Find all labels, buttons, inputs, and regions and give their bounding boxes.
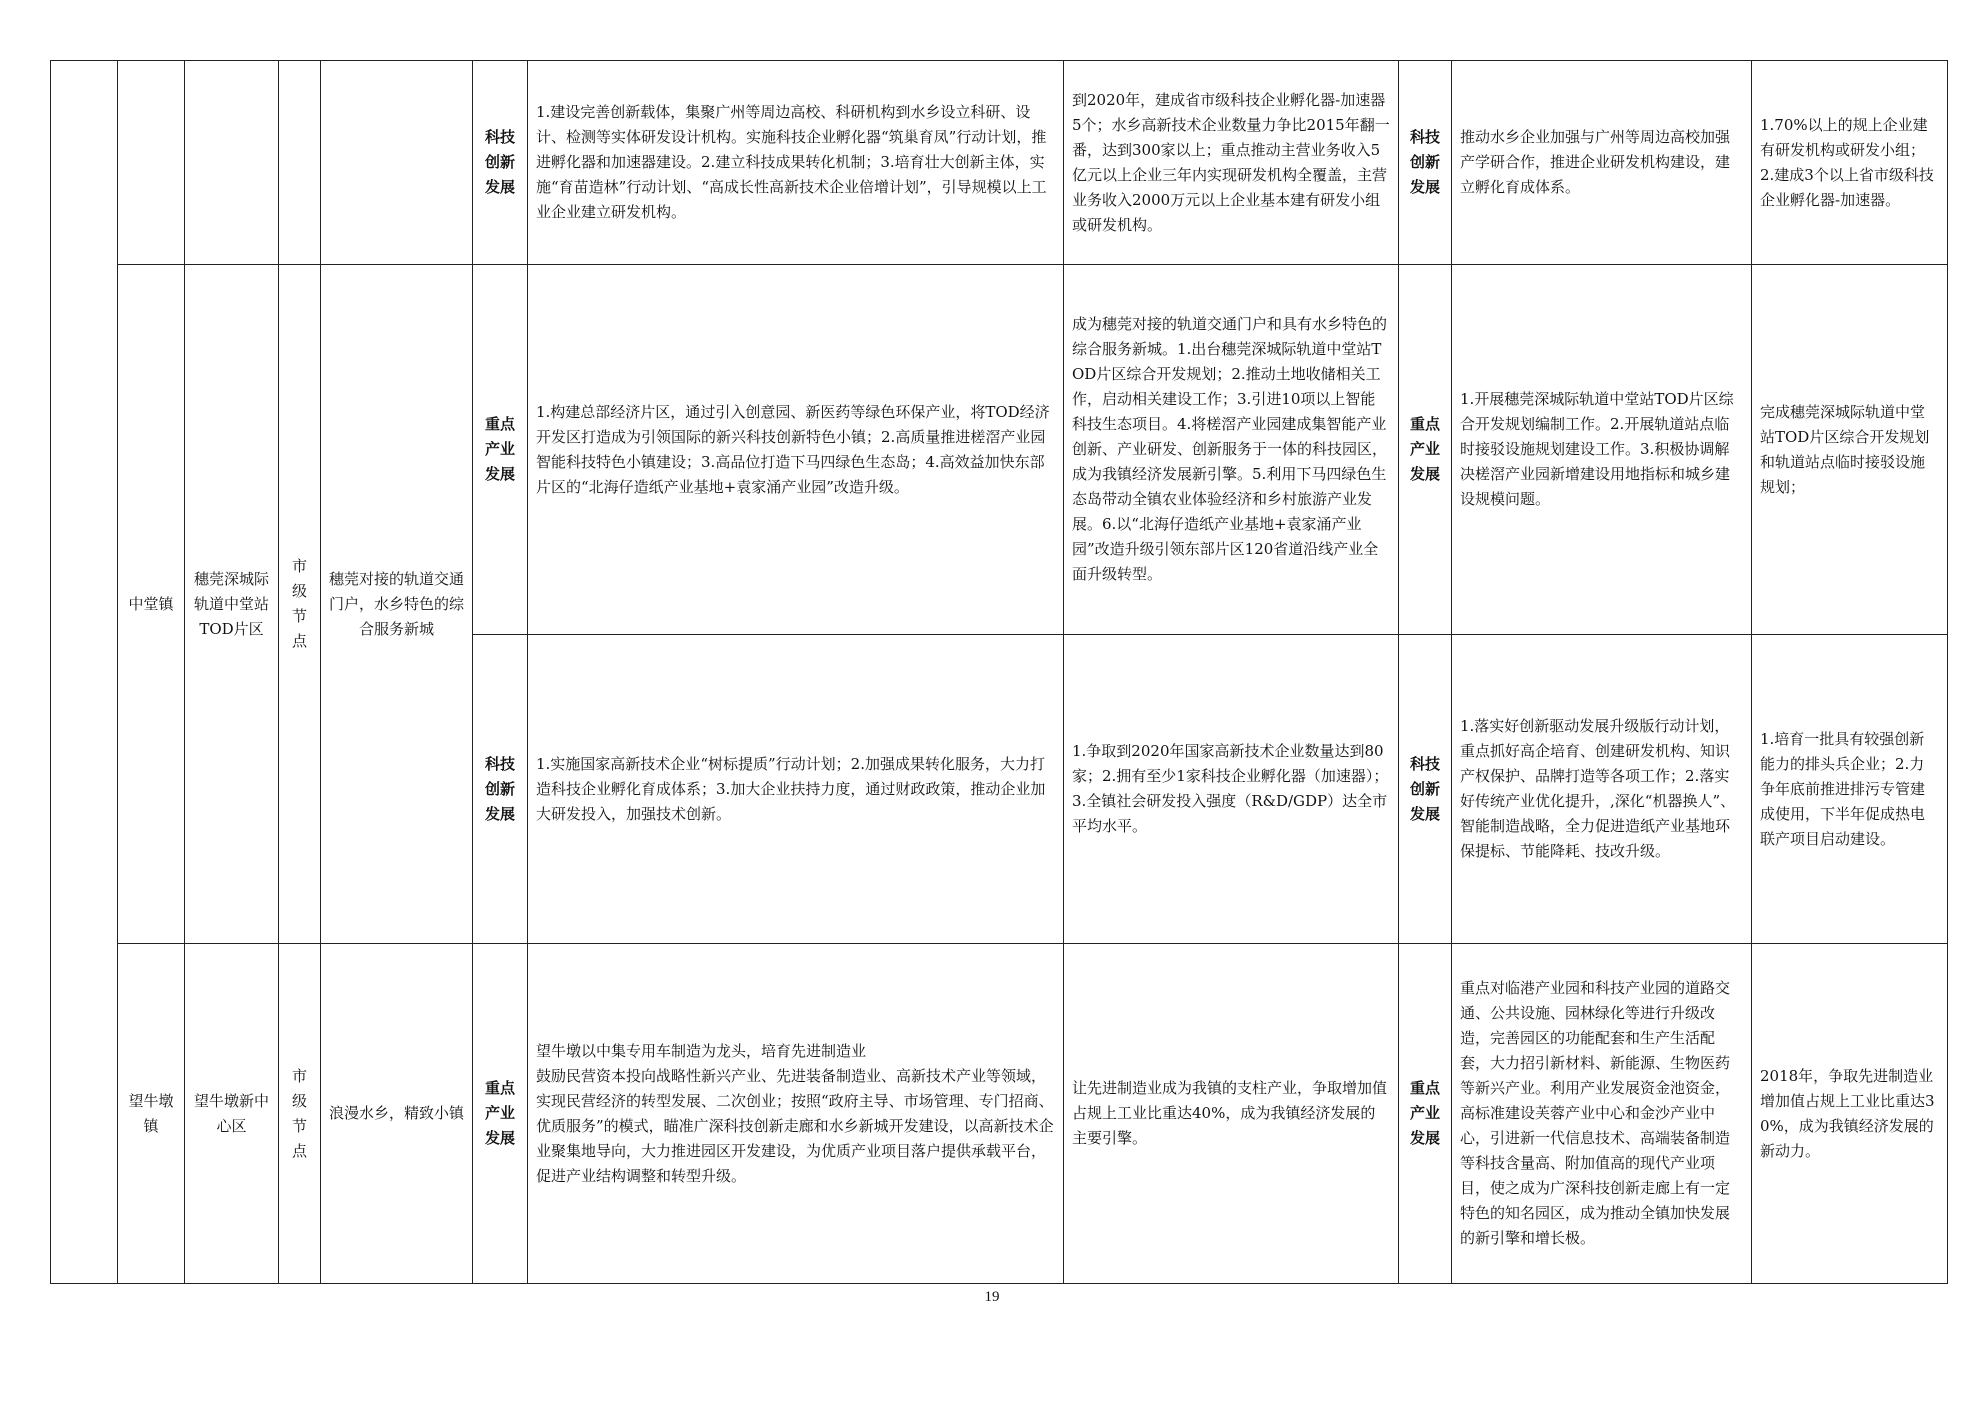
- task-cell-2: 1.开展穗莞深城际轨道中堂站TOD片区综合开发规划编制工作。2.开展轨道站点临时接驳设施规划建设工作。3.积极协调解决槎滘产业园新增建设用地指标和城乡建设规模问题。: [1452, 265, 1752, 635]
- category-label: 重点产业发展: [484, 415, 515, 483]
- category-cell: [473, 265, 528, 635]
- category-cell-2: [1399, 944, 1452, 1284]
- task-cell-2: 重点对临港产业园和科技产业园的道路交通、公共设施、园林绿化等进行升级改造，完善园区的功能配套和生产生活配套，大力招引新材料、新能源、生物医药等新兴产业。利用产业发展资金池资金，高标准建设芙蓉产业中心和金沙产业中心，引进新一代信息技术、高端装备制造等科技含量高、附加值高的现代产业项目，使之成为广深科技创新走廊上有一定特色的知名园区，成为推动全镇加快发展的新引擎和增长极。: [1452, 944, 1752, 1284]
- category-cell-2: [1399, 635, 1452, 944]
- category-cell: [473, 635, 528, 944]
- table-row: [51, 944, 1948, 1284]
- level-cell: [279, 61, 321, 265]
- level-cell: 市级节点: [279, 944, 321, 1284]
- task-cell: 1.建设完善创新载体，集聚广州等周边高校、科研机构到水乡设立科研、设计、检测等实体研发设计机构。实施科技企业孵化器“筑巢育凤”行动计划，推进孵化器和加速器建设。2.建立科技成果转化机制；3.培育壮大创新主体，实施“育苗造林”行动计划、“高成长性高新技术企业倍增计划”，引导规模以上工业企业建立研发机构。: [528, 61, 1064, 265]
- task-cell: 1.构建总部经济片区，通过引入创意园、新医药等绿色环保产业，将TOD经济开发区打造成为引领国际的新兴科技创新特色小镇；2.高质量推进槎滘产业园智能科技特色小镇建设；3.高品位打造下马四绿色生态岛；4.高效益加快东部片区的“北海仔造纸产业基地+袁家涌产业园”改造升级。: [528, 265, 1064, 635]
- category-label-2: 重点产业发展: [1409, 1079, 1440, 1147]
- task-cell: [528, 944, 1064, 1284]
- goal-cell: 到2020年，建成省市级科技企业孵化器-加速器5个；水乡高新技术企业数量力争比2015年翻一番，达到300家以上；重点推动主营业务收入5亿元以上企业三年内实现研发机构全覆盖，主营业务收入2000万元以上企业基本建有研发小组或研发机构。: [1064, 61, 1399, 265]
- goal-cell: 让先进制造业成为我镇的支柱产业，争取增加值占规上工业比重达40%，成为我镇经济发展的主要引擎。: [1064, 944, 1399, 1284]
- category-label-2: 重点产业发展: [1409, 415, 1440, 483]
- goal-cell-2: 1.70%以上的规上企业建有研发机构或研发小组；2.建成3个以上省市级科技企业孵化器-加速器。: [1752, 61, 1948, 265]
- task-cell: 1.实施国家高新技术企业“树标提质”行动计划；2.加强成果转化服务，大力打造科技企业孵化育成体系；3.加大企业扶持力度，通过财政政策，推动企业加大研发投入，加强技术创新。: [528, 635, 1064, 944]
- plan-table: [50, 60, 1948, 1284]
- task-cell-2: 1.落实好创新驱动发展升级版行动计划，重点抓好高企培育、创建研发机构、知识产权保护、品牌打造等各项工作；2.落实好传统产业优化提升，,深化“机器换人”、智能制造战略，全力促进造纸产业基地环保提标、节能降耗、技改升级。: [1452, 635, 1752, 944]
- category-label: 科技创新发展: [484, 128, 515, 196]
- goal-cell-2: 2018年，争取先进制造业增加值占规上工业比重达30%，成为我镇经济发展的新动力。: [1752, 944, 1948, 1284]
- category-label-2: 科技创新发展: [1409, 754, 1440, 823]
- task-line: 鼓励民营资本投向战略性新兴产业、先进装备制造业、高新技术产业等领域，实现民营经济的转型发展、二次创业；按照“政府主导、市场管理、专门招商、优质服务”的模式，瞄准广深科技创新走廊和水乡新城开发建设，以高新技术企业聚集地导向，大力推进园区开发建设，为优质产业项目落户提供承载平台，促进产业结构调整和转型升级。: [536, 1066, 1054, 1185]
- zone-cell: 穗莞深城际轨道中堂站TOD片区: [185, 265, 279, 944]
- zone-cell: 望牛墩新中心区: [185, 944, 279, 1284]
- category-cell-2: [1399, 61, 1452, 265]
- page-number: 19: [984, 1289, 1000, 1305]
- goal-cell: 成为穗莞对接的轨道交通门户和具有水乡特色的综合服务新城。1.出台穗莞深城际轨道中堂站TOD片区综合开发规划；2.推动土地收储相关工作，启动相关建设工作；3.引进10项以上智能科技生态项目。4.将槎滘产业园建成集智能产业创新、产业研发、创新服务于一体的科技园区，成为我镇经济发展新引擎。5.利用下马四绿色生态岛带动全镇农业体验经济和乡村旅游产业发展。6.以“北海仔造纸产业基地+袁家涌产业园”改造升级引领东部片区120省道沿线产业全面升级转型。: [1064, 265, 1399, 635]
- task-cell-2: 推动水乡企业加强与广州等周边高校加强产学研合作，推进企业研发机构建设，建立孵化育成体系。: [1452, 61, 1752, 265]
- goal-cell-2: 1.培育一批具有较强创新能力的排头兵企业；2.力争年底前推进排污专管建成使用，下半年促成热电联产项目启动建设。: [1752, 635, 1948, 944]
- category-label: 重点产业发展: [484, 1079, 515, 1147]
- category-cell: [473, 944, 528, 1284]
- category-label-2: 科技创新发展: [1409, 128, 1440, 196]
- positioning-cell: [321, 61, 473, 265]
- category-cell-2: [1399, 265, 1452, 635]
- table-row: [51, 265, 1948, 635]
- category-cell: [473, 61, 528, 265]
- category-label: 科技创新发展: [484, 754, 515, 823]
- side-margin-cell: [51, 61, 118, 1284]
- zone-cell: [185, 61, 279, 265]
- town-cell: 望牛墩镇: [118, 944, 185, 1284]
- goal-cell-2: 完成穗莞深城际轨道中堂站TOD片区综合开发规划和轨道站点临时接驳设施规划；: [1752, 265, 1948, 635]
- town-cell: 中堂镇: [118, 265, 185, 944]
- positioning-cell: 穗莞对接的轨道交通门户，水乡特色的综合服务新城: [321, 265, 473, 944]
- table-row: [51, 61, 1948, 265]
- town-cell: [118, 61, 185, 265]
- positioning-cell: 浪漫水乡，精致小镇: [321, 944, 473, 1284]
- level-cell: 市级节点: [279, 265, 321, 944]
- goal-cell: 1.争取到2020年国家高新技术企业数量达到80家；2.拥有至少1家科技企业孵化器（加速器）；3.全镇社会研发投入强度（R&D/GDP）达全市平均水平。: [1064, 635, 1399, 944]
- task-line: 望牛墩以中集专用车制造为龙头，培育先进制造业: [536, 1041, 867, 1060]
